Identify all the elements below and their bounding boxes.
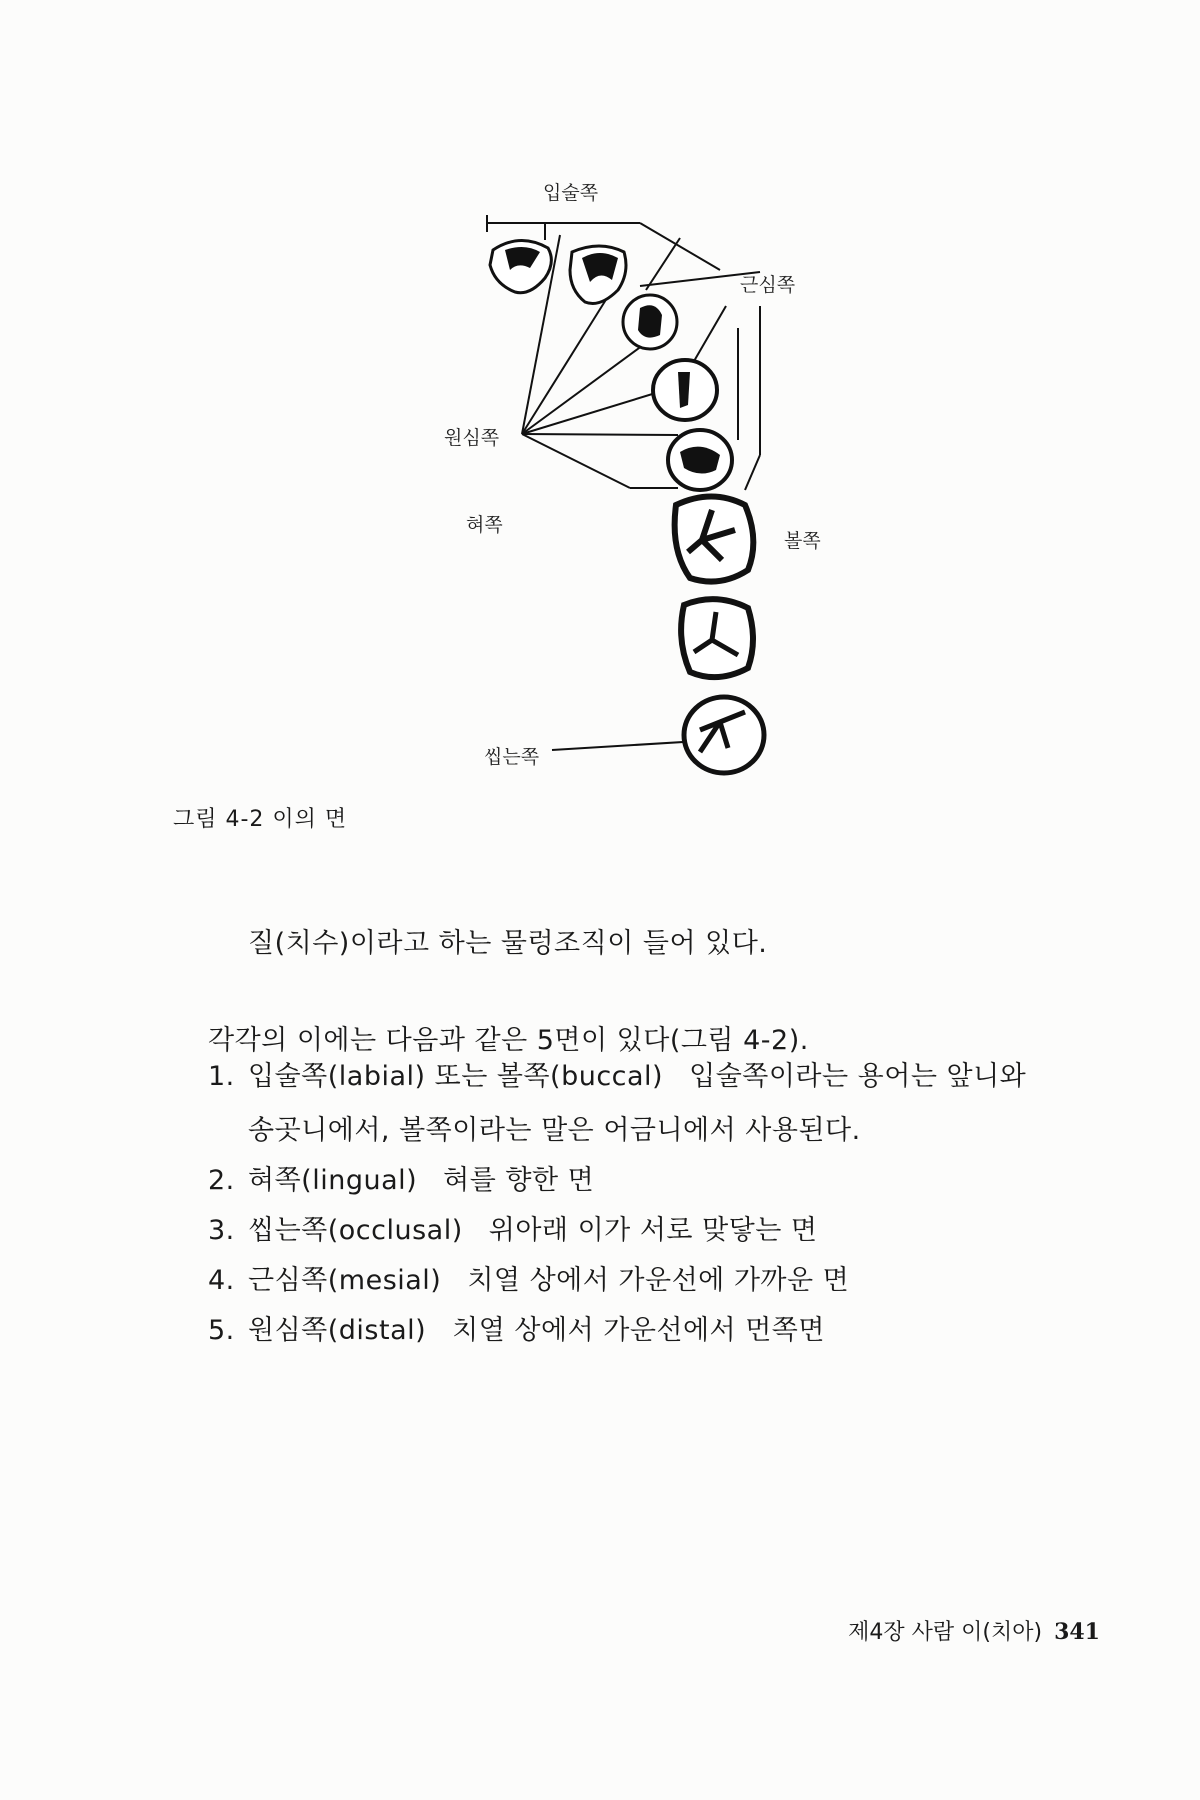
- teeth-surfaces-figure: [0, 0, 1200, 800]
- item-desc: 혀를 향한 면: [443, 1165, 595, 1196]
- incisor-1: [490, 240, 551, 292]
- item-term: 씹는쪽(occlusal): [248, 1215, 463, 1246]
- paragraph-pulp: 질(치수)이라고 하는 물렁조직이 들어 있다.: [248, 928, 768, 959]
- item-term: 입술쪽(labial) 또는 볼쪽(buccal): [248, 1061, 664, 1092]
- incisor-2: [570, 246, 626, 304]
- item-number: 5.: [208, 1315, 235, 1346]
- paragraph-five-surfaces: 각각의 이에는 다음과 같은 5면이 있다(그림 4-2).: [208, 1025, 809, 1056]
- label-distal: 원심쪽: [444, 427, 500, 449]
- page-number: 341: [1054, 1619, 1100, 1645]
- item-number: 3.: [208, 1215, 235, 1246]
- label-lingual: 혀쪽: [466, 514, 503, 536]
- distal-line-4: [522, 388, 672, 434]
- item-desc: 입술쪽이라는 용어는 앞니와: [689, 1061, 1027, 1092]
- item-number: 2.: [208, 1165, 235, 1196]
- premolar-1: [653, 360, 717, 420]
- surface-list: [208, 1052, 1026, 1356]
- item-desc: 위아래 이가 서로 맞닿는 면: [488, 1215, 818, 1246]
- item-desc: 치열 상에서 가운선에서 먼쪽면: [452, 1315, 825, 1346]
- distal-line-5: [522, 434, 678, 435]
- item-term: 근심쪽(mesial): [248, 1265, 442, 1296]
- premolar-2: [668, 430, 732, 490]
- distal-line-3: [522, 340, 650, 434]
- label-labial: 입술쪽: [543, 182, 599, 204]
- list-item: [208, 1256, 1026, 1306]
- list-item: [208, 1156, 1026, 1206]
- molar-3: [684, 697, 764, 773]
- label-mesial: 근심쪽: [740, 274, 796, 296]
- chapter-title: 제4장 사람 이(치아): [848, 1620, 1043, 1645]
- item-term: 혀쪽(lingual): [248, 1165, 418, 1196]
- label-occlusal: 씹는쪽: [484, 746, 540, 768]
- distal-line-6: [522, 434, 630, 488]
- list-item: [208, 1306, 1026, 1356]
- item-term: 원심쪽(distal): [248, 1315, 427, 1346]
- item-1-continuation: 송곳니에서, 볼쪽이라는 말은 어금니에서 사용된다.: [248, 1115, 861, 1146]
- list-item: [208, 1206, 1026, 1256]
- item-desc: 치열 상에서 가운선에 가까운 면: [467, 1265, 850, 1296]
- teeth-diagram: [0, 0, 1200, 800]
- mesial-line-2: [690, 306, 726, 368]
- page-footer: [848, 1615, 1100, 1646]
- canine: [623, 295, 677, 349]
- item-number: 4.: [208, 1265, 235, 1296]
- figure-caption: 그림 4-2 이의 면: [173, 807, 348, 832]
- molar-2: [681, 599, 753, 677]
- molar-1: [675, 497, 754, 582]
- item-number: 1.: [208, 1061, 235, 1092]
- label-buccal: 볼쪽: [784, 530, 821, 552]
